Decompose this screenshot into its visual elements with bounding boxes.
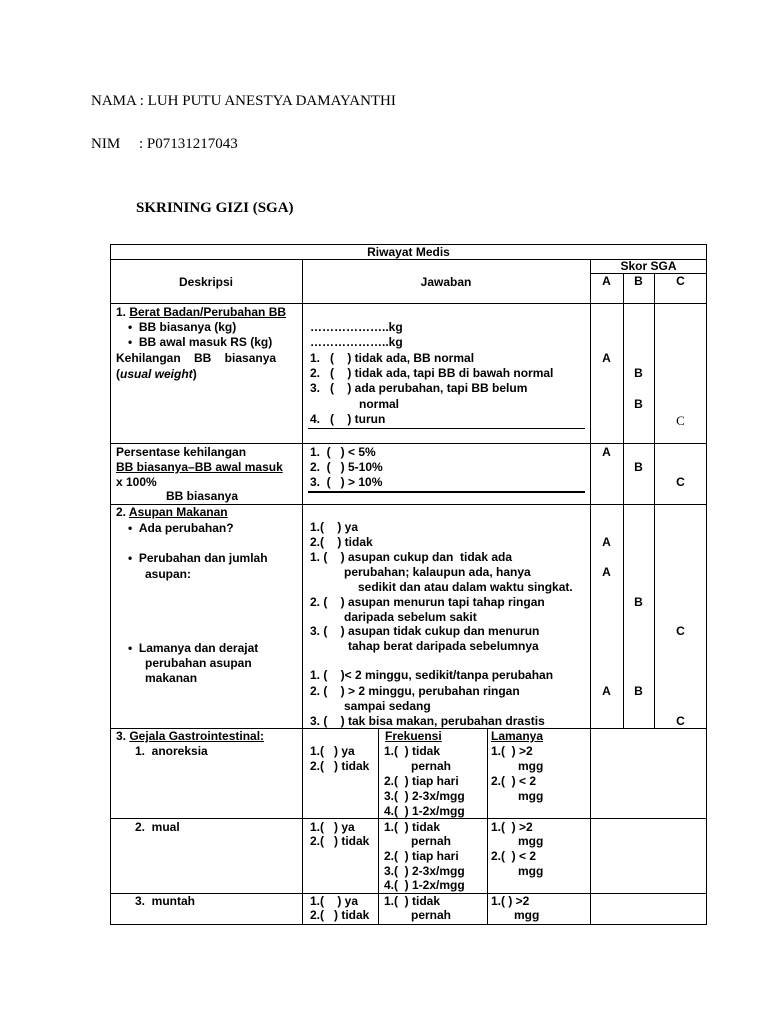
section-3-title: 3. Gejala Gastrointestinal:	[116, 729, 265, 743]
option: 3. ( ) > 10%	[310, 475, 383, 489]
section-2-title: 2. Asupan Makanan	[116, 505, 228, 519]
option: 1.( ) ya	[310, 894, 359, 908]
option: 2.( ) < 2	[491, 774, 537, 788]
option-cont: mgg	[514, 908, 540, 922]
nim-label: NIM	[91, 136, 121, 152]
option: 1.( ) ya	[310, 744, 355, 758]
list-item-cont: perubahan asupan	[145, 656, 252, 670]
option: 2. ( ) > 2 minggu, perubahan ringan	[310, 684, 520, 698]
option: 1.( ) ya	[310, 520, 359, 534]
list-item: • BB awal masuk RS (kg)	[128, 335, 273, 349]
symptom-mual: 2. mual	[135, 820, 180, 834]
skor-c-header: C	[676, 274, 685, 288]
col-divider	[654, 273, 655, 728]
score: C	[676, 624, 685, 638]
option: 1.( ) ya	[310, 820, 355, 834]
score: B	[634, 595, 643, 609]
col-header-jawaban: Jawaban	[420, 275, 472, 289]
col-header-skor: Skor SGA	[620, 259, 677, 273]
page-title: SKRINING GIZI (SGA)	[136, 200, 294, 216]
score: B	[634, 397, 643, 411]
option-cont: tahap berat daripada sebelumnya	[348, 639, 539, 653]
option-cont: mgg	[518, 759, 544, 773]
list-item-cont: makanan	[145, 671, 198, 685]
option: 4.( ) 1-2x/mgg	[384, 804, 465, 818]
option-cont: sampai sedang	[344, 699, 431, 713]
option-cont: normal	[359, 397, 400, 411]
list-item-cont: asupan:	[145, 567, 192, 581]
score: C	[676, 413, 685, 428]
option: 2.( ) tidak	[310, 908, 370, 922]
option-cont: perubahan; kalaupun ada, hanya	[344, 565, 531, 579]
score: C	[676, 714, 685, 728]
score: C	[676, 475, 685, 489]
list-item: • BB biasanya (kg)	[128, 320, 237, 334]
list-item: • Ada perubahan?	[128, 521, 234, 535]
persentase-denominator: BB biasanya	[166, 489, 239, 503]
score: A	[602, 535, 611, 549]
col-divider	[623, 273, 624, 728]
row-divider	[110, 443, 707, 444]
score: A	[602, 684, 611, 698]
option: 1. ( ) tidak ada, BB normal	[310, 351, 475, 365]
option: 1.( ) >2	[491, 744, 533, 758]
option: 1.( ) tidak	[384, 744, 441, 758]
option: 2.( ) tidak	[310, 535, 373, 549]
option-cont: pernah	[411, 834, 452, 848]
option-cont: pernah	[411, 908, 452, 922]
option: 2.( ) tidak	[310, 759, 370, 773]
col-divider	[302, 259, 303, 925]
header-divider	[110, 303, 707, 304]
list-item: • Lamanya dan derajat	[128, 641, 259, 655]
kehilangan-sub: (usual weight)	[116, 367, 197, 381]
col-header-deskripsi: Deskripsi	[178, 275, 234, 289]
option: 2.( ) tidak	[310, 834, 370, 848]
persentase-multiplier: x 100%	[116, 475, 157, 489]
kehilangan-label: Kehilangan BB biasanya	[116, 351, 277, 365]
section-1-title: 1. Berat Badan/Perubahan BB	[116, 305, 287, 319]
option: 2.( ) tiap hari	[384, 849, 459, 863]
option: 2. ( ) asupan menurun tapi tahap ringan	[310, 595, 545, 609]
option: 3. ( ) asupan tidak cukup dan menurun	[310, 624, 540, 638]
option: 3. ( ) tak bisa makan, perubahan drastis	[310, 714, 545, 728]
nim-value: : P07131217043	[139, 136, 238, 152]
option: 3. ( ) ada perubahan, tapi BB belum	[310, 381, 528, 395]
symptom-anoreksia: 1. anoreksia	[135, 744, 208, 758]
option-cont: mgg	[518, 789, 544, 803]
option: 2.( ) tiap hari	[384, 774, 459, 788]
answer-underline	[308, 491, 585, 493]
option: 3.( ) 2-3x/mgg	[384, 789, 465, 803]
score: B	[634, 366, 643, 380]
option: 3.( ) 2-3x/mgg	[384, 864, 465, 878]
score: B	[634, 684, 643, 698]
score: A	[602, 351, 611, 365]
skor-b-header: B	[634, 274, 643, 288]
col-divider	[590, 728, 591, 925]
skor-a-header: A	[602, 274, 611, 288]
frekuensi-header: Frekuensi	[385, 729, 442, 743]
option-cont: pernah	[411, 759, 452, 773]
option: 1.( ) tidak	[384, 894, 441, 908]
option: 1.( ) >2	[491, 894, 530, 908]
blank-field: ………………..kg	[310, 335, 403, 349]
col-divider	[590, 259, 591, 728]
persentase-label: Persentase kehilangan	[116, 445, 247, 459]
nama-line: NAMA : LUH PUTU ANESTYA DAMAYANTHI	[91, 93, 396, 109]
option: 1. ( ) asupan cukup dan tidak ada	[310, 550, 513, 564]
option-cont: mgg	[518, 834, 544, 848]
option: 4.( ) 1-2x/mgg	[384, 878, 465, 892]
option: 1. ( ) < 5%	[310, 445, 376, 459]
option: 4. ( ) turun	[310, 412, 386, 426]
option: 2. ( ) 5-10%	[310, 460, 383, 474]
list-item: • Perubahan dan jumlah	[128, 551, 268, 565]
persentase-numerator: BB biasanya–BB awal masuk	[116, 460, 283, 474]
nim-line	[91, 136, 238, 153]
option: 1. ( )< 2 minggu, sedikit/tanpa perubahan	[310, 668, 554, 682]
lamanya-header: Lamanya	[491, 729, 544, 743]
col-divider	[487, 728, 488, 925]
col-divider	[378, 728, 379, 925]
option: 2.( ) < 2	[491, 849, 537, 863]
option-cont: mgg	[518, 864, 544, 878]
score: A	[602, 565, 611, 579]
score: B	[634, 460, 643, 474]
option-cont: sedikit dan atau dalam waktu singkat.	[358, 580, 573, 594]
score: A	[602, 445, 611, 459]
symptom-muntah: 3. muntah	[135, 894, 196, 908]
option-cont: daripada sebelum sakit	[344, 610, 477, 624]
blank-field: ………………..kg	[310, 320, 403, 334]
option: 2. ( ) tidak ada, tapi BB di bawah normal	[310, 366, 554, 380]
table-caption: Riwayat Medis	[367, 245, 450, 259]
option: 1.( ) >2	[491, 820, 533, 834]
option: 1.( ) tidak	[384, 820, 441, 834]
answer-underline	[308, 428, 585, 429]
